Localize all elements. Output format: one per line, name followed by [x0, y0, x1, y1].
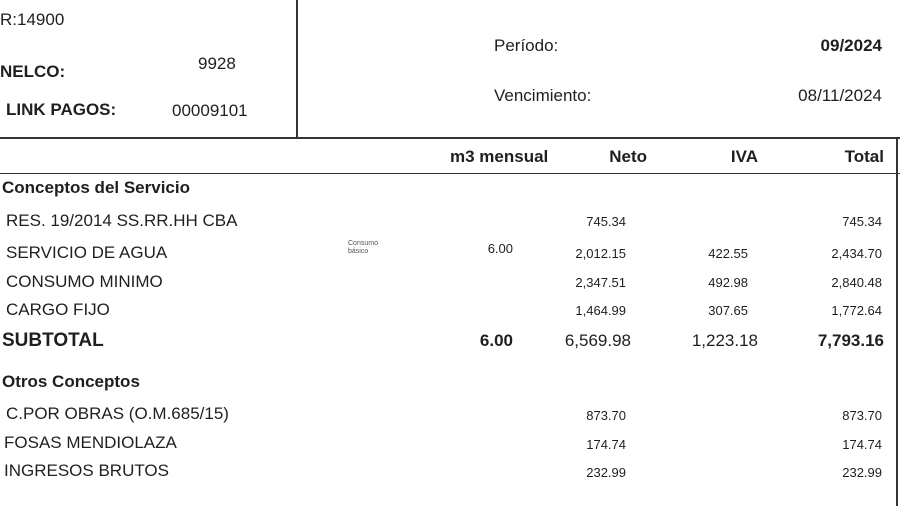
row-label: INGRESOS BRUTOS — [4, 461, 169, 480]
subtotal-iva: 1,223.18 — [691, 331, 758, 350]
due-date-label: Vencimiento: — [494, 86, 592, 105]
row-neto: 2,012.15 — [575, 246, 626, 261]
columns-bottom-rule — [0, 173, 900, 174]
row-total: 232.99 — [842, 465, 882, 480]
due-date-value: 08/11/2024 — [798, 86, 882, 105]
row-neto: 745.34 — [586, 214, 626, 229]
row-m3: 6.00 — [487, 241, 513, 256]
row-total: 174.74 — [842, 437, 882, 452]
row-neto: 232.99 — [586, 465, 626, 480]
period-value: 09/2024 — [820, 36, 882, 55]
period-label: Período: — [494, 36, 559, 55]
right-frame-edge — [896, 138, 898, 506]
section-title-servicio: Conceptos del Servicio — [2, 178, 190, 197]
row-iva: 422.55 — [708, 246, 748, 261]
row-neto: 873.70 — [586, 408, 626, 423]
row-total: 1,772.64 — [831, 303, 882, 318]
rapipago-label: NELCO: — [0, 62, 66, 81]
col-neto-header: Neto — [609, 147, 647, 166]
subtotal-label: SUBTOTAL — [2, 330, 104, 351]
col-total-header: Total — [844, 147, 884, 166]
header-bottom-rule — [0, 137, 900, 139]
header-divider — [296, 0, 298, 138]
col-m3-header: m3 mensual — [450, 147, 549, 166]
col-iva-header: IVA — [730, 147, 758, 166]
row-iva: 492.98 — [708, 275, 748, 290]
rapipago-code: 9928 — [198, 54, 236, 73]
row-neto: 2,347.51 — [575, 275, 626, 290]
subtotal-m3: 6.00 — [479, 331, 513, 350]
row-total: 873.70 — [842, 408, 882, 423]
subtotal-neto: 6,569.98 — [564, 331, 631, 350]
link-pagos-code: 00009101 — [172, 101, 248, 120]
row-note-consumo-basico: Consumo básico — [348, 240, 378, 255]
row-total: 2,434.70 — [831, 246, 882, 261]
row-label: CONSUMO MINIMO — [6, 272, 163, 291]
subtotal-total: 7,793.16 — [817, 331, 884, 350]
row-neto: 174.74 — [586, 437, 626, 452]
link-pagos-label: LINK PAGOS: — [6, 100, 117, 119]
row-label: FOSAS MENDIOLAZA — [4, 433, 177, 452]
row-label: RES. 19/2014 SS.RR.HH CBA — [6, 211, 238, 230]
row-iva: 307.65 — [708, 303, 748, 318]
row-total: 2,840.48 — [831, 275, 882, 290]
section-title-otros: Otros Conceptos — [2, 372, 140, 391]
row-label: SERVICIO DE AGUA — [6, 243, 168, 262]
row-total: 745.34 — [842, 214, 882, 229]
row-label: C.POR OBRAS (O.M.685/15) — [6, 404, 229, 423]
row-label: CARGO FIJO — [6, 300, 110, 319]
payment-code-cut: R:14900 — [0, 10, 65, 29]
row-neto: 1,464.99 — [575, 303, 626, 318]
